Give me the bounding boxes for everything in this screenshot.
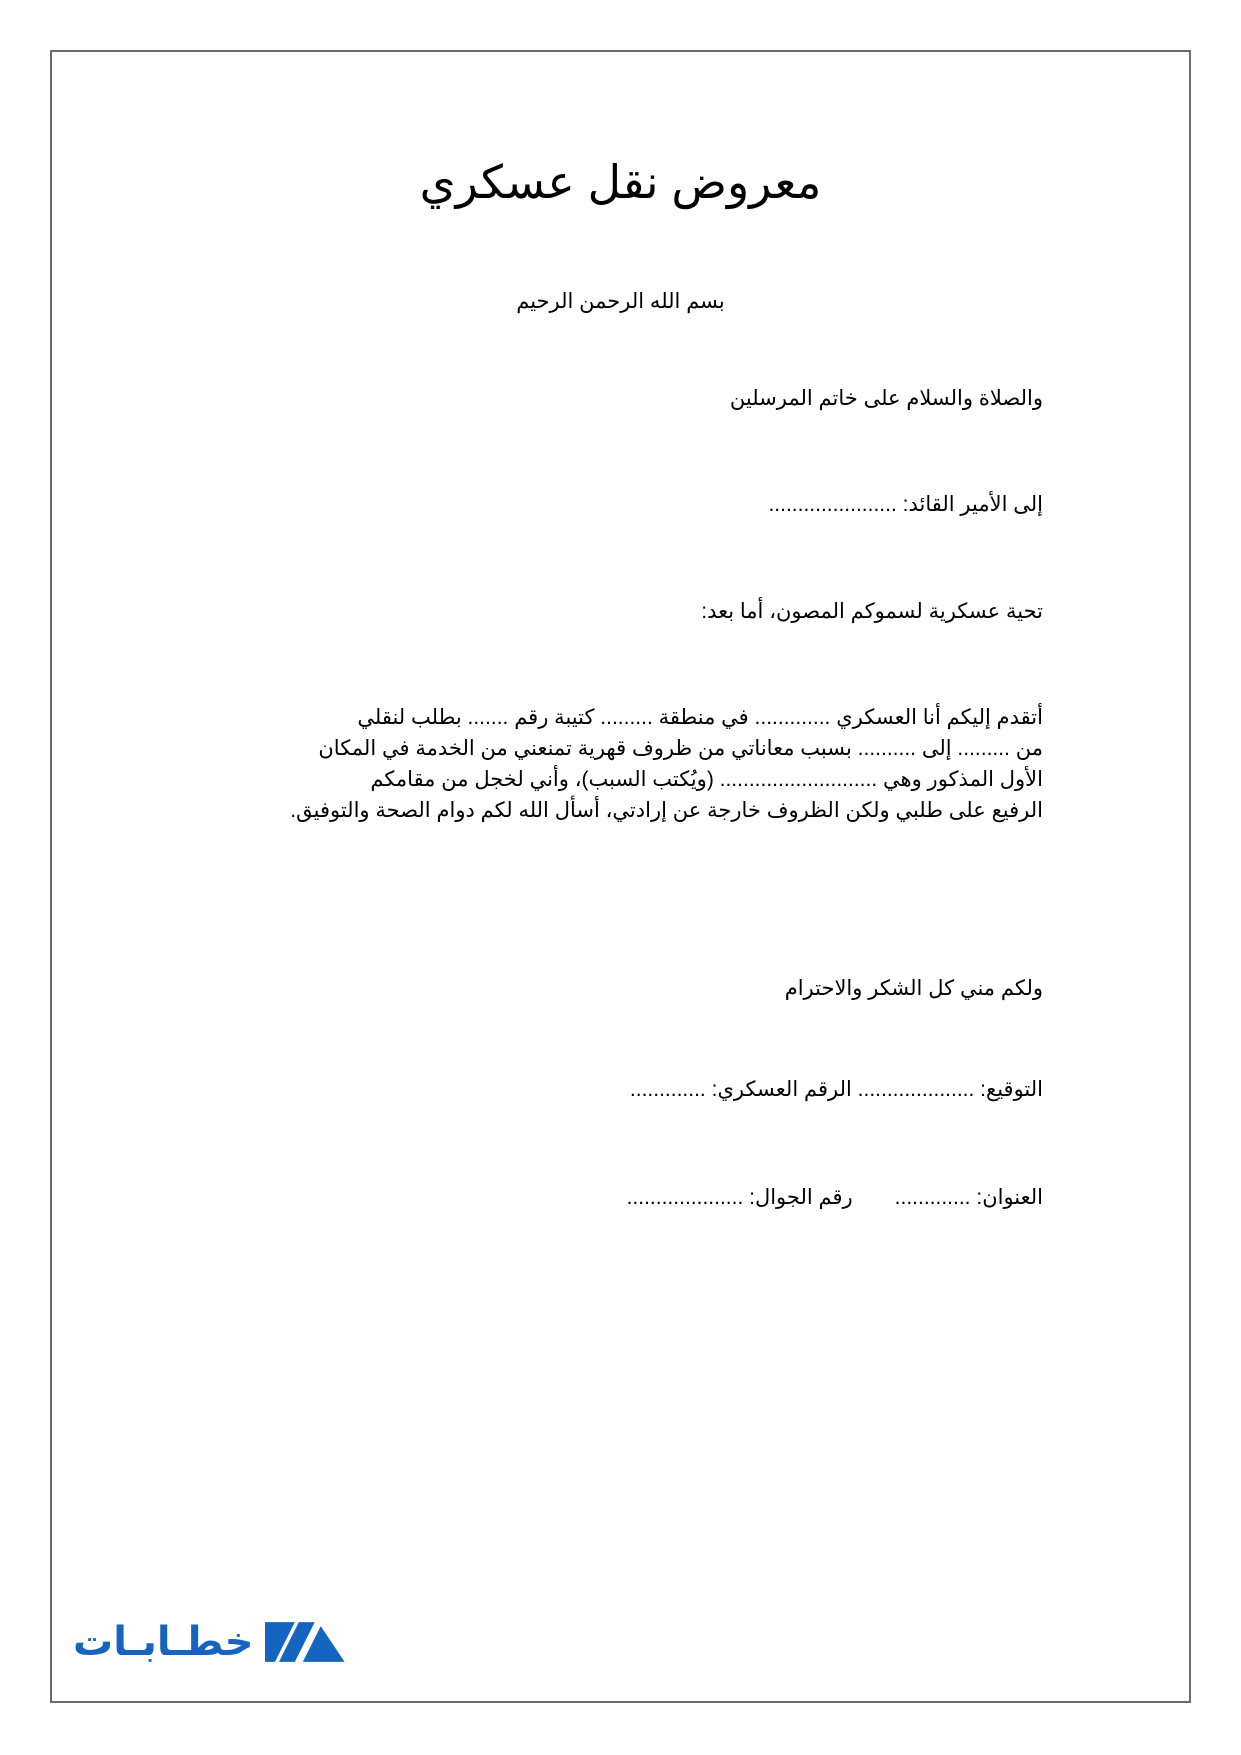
signature-line: التوقيع: .................... الرقم العسكري: ............. xyxy=(629,1078,1043,1101)
paragraph-line: من ......... إلى .......... بسبب معاناتي من ظروف قهرية تمنعني من الخدمة في المكان xyxy=(318,737,1043,760)
mobile-field: رقم الجوال: .................... xyxy=(626,1186,853,1209)
request-paragraph xyxy=(193,702,1043,826)
address-line xyxy=(627,1183,1043,1213)
address-field: العنوان: ............. xyxy=(894,1186,1043,1209)
khitabat-logo xyxy=(73,1618,345,1666)
paragraph-line: الرفيع على طلبي ولكن الظروف خارجة عن إرادتي، أسأل الله لكم دوام الصحة والتوفيق. xyxy=(290,799,1043,822)
thanks-line: ولكم مني كل الشكر والاحترام xyxy=(784,977,1043,1000)
paragraph-line: أتقدم إليكم أنا العسكري ............. في منطقة ......... كتيبة رقم ....... بطلب لنقلي xyxy=(357,706,1043,729)
salat-line: والصلاة والسلام على خاتم المرسلين xyxy=(729,387,1043,410)
document-title: معروض نقل عسكري xyxy=(419,156,822,208)
logo-text: خطـابـات xyxy=(73,1619,254,1665)
basmala: بسم الله الرحمن الرحيم xyxy=(516,290,725,313)
greeting-line: تحية عسكرية لسموكم المصون، أما بعد: xyxy=(701,600,1043,623)
addressee-line: إلى الأمير القائد: ...................... xyxy=(768,493,1043,516)
khitabat-logo-icon xyxy=(265,1622,345,1662)
paragraph-line: الأول المذكور وهي ........................... (ويُكتب السبب)، وأني لخجل من مقامكم xyxy=(370,768,1043,791)
